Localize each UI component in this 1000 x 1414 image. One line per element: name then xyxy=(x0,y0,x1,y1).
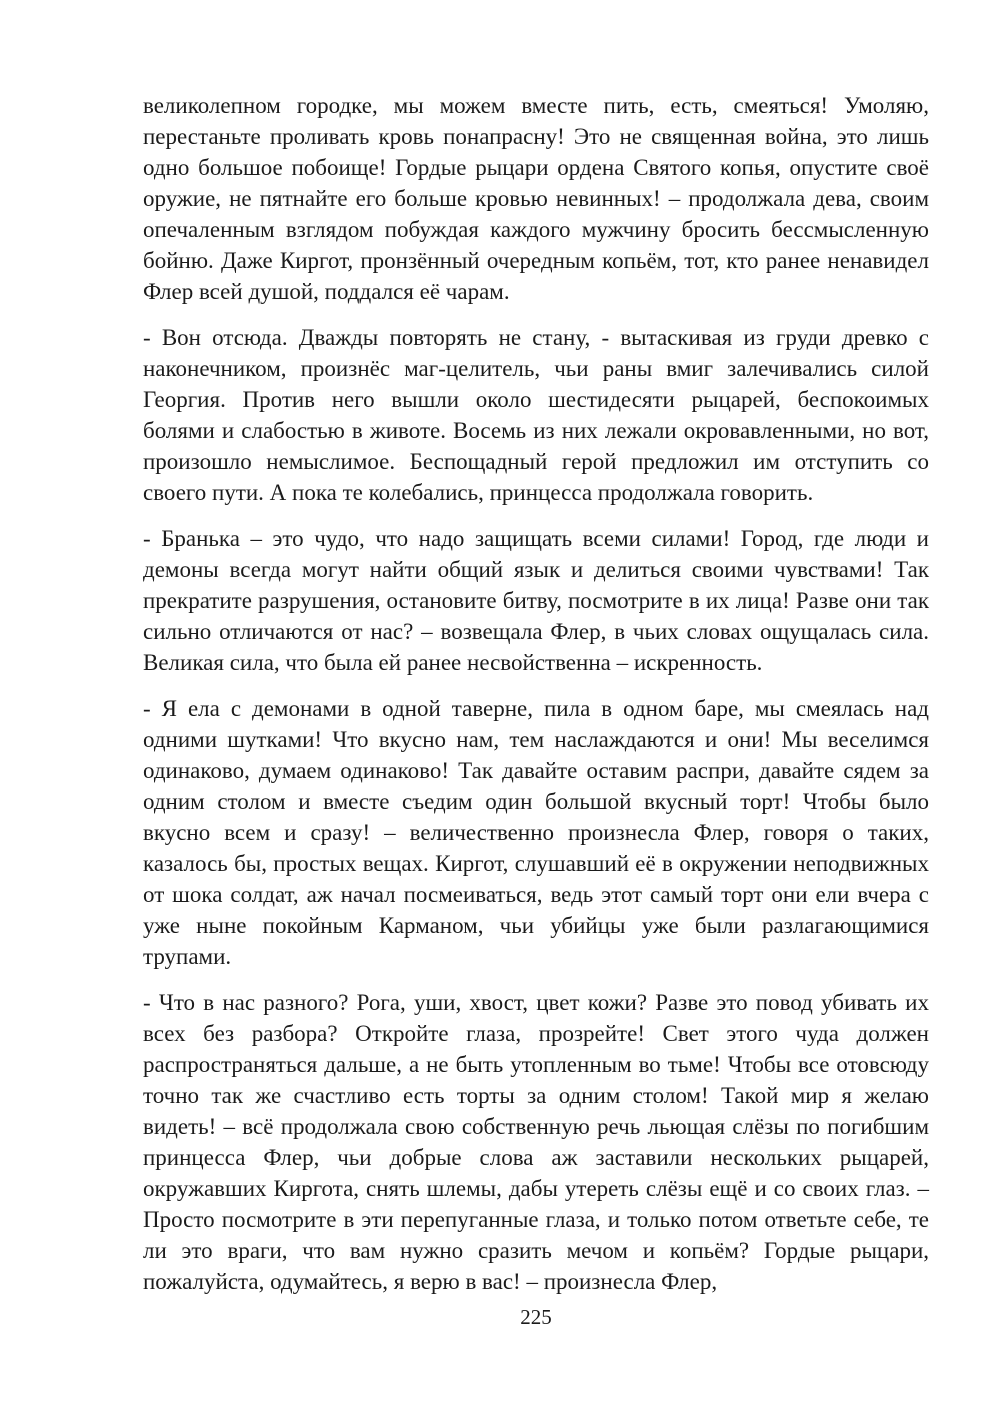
paragraph: великолепном городке, мы можем вместе пить, есть, смеяться! Умоляю, перестаньте проливать кровь понапрасну! Это не священная война, это лишь одно большое побоище! Гордые рыцари ордена Святого копья, опустите своё оружие, не пятнайте его больше кровью невинных! – продолжала дева, своим опечаленным взглядом побуждая каждого мужчину бросить бессмысленную бойню. Даже Киргот, пронзённый очередным копьём, тот, кто ранее ненавидел Флер всей душой, поддался её чарам. xyxy=(143,93,929,304)
paragraph: - Что в нас разного? Рога, уши, хвост, цвет кожи? Разве это повод убивать их всех без разбора? Откройте глаза, прозрейте! Свет этого чуда должен распространяться дальше, а не быть утопленным во тьме! Чтобы все отовсюду точно так же счастливо есть торты за одним столом! Такой мир я желаю видеть! – всё продолжала свою собственную речь льющая слёзы по погибшим принцесса Флер, чьи добрые слова аж заставили нескольких рыцарей, окружавших Киргота, снять шлемы, дабы утереть слёзы ещё и со своих глаз. – Просто посмотрите в эти перепуганные глаза, и только потом ответьте себе, те ли это враги, что вам нужно сразить мечом и копьём? Гордые рыцари, пожалуйста, одумайтесь, я верю в вас! – произнесла Флер, xyxy=(143,990,929,1294)
paragraph: - Я ела с демонами в одной таверне, пила в одном баре, мы смеялась над одними шутками! Что вкусно нам, тем наслаждаются и они! Мы веселимся одинаково, думаем одинаково! Так давайте оставим распри, давайте сядем за одним столом и вместе съедим один большой вкусный торт! Чтобы было вкусно всем и сразу! – величественно произнесла Флер, говоря о таких, казалось бы, простых вещах. Киргот, слушавший её в окружении неподвижных от шока солдат, аж начал посмеиваться, ведь этот самый торт они ели вчера с уже ныне покойным Карманом, чьи убийцы уже были разлагающимися трупами. xyxy=(143,696,929,969)
paragraph: - Бранька – это чудо, что надо защищать всеми силами! Город, где люди и демоны всегда могут найти общий язык и делиться своими чувствами! Так прекратите разрушения, остановите битву, посмотрите в их лица! Разве они так сильно отличаются от нас? – возвещала Флер, в чьих словах ощущалась сила. Великая сила, что была ей ранее несвойственна – искренность. xyxy=(143,526,929,675)
page-number: 225 xyxy=(520,1305,552,1329)
paragraph: - Вон отсюда. Дважды повторять не стану, - вытаскивая из груди древко с наконечником, произнёс маг-целитель, чьи раны вмиг залечивались силой Георгия. Против него вышли около шестидесяти рыцарей, беспокоимых болями и слабостью в животе. Восемь из них лежали окровавленными, но вот, произошло немыслимое. Беспощадный герой предложил им отступить со своего пути. А пока те колебались, принцесса продолжала говорить. xyxy=(143,325,929,505)
text-block xyxy=(143,90,929,1297)
